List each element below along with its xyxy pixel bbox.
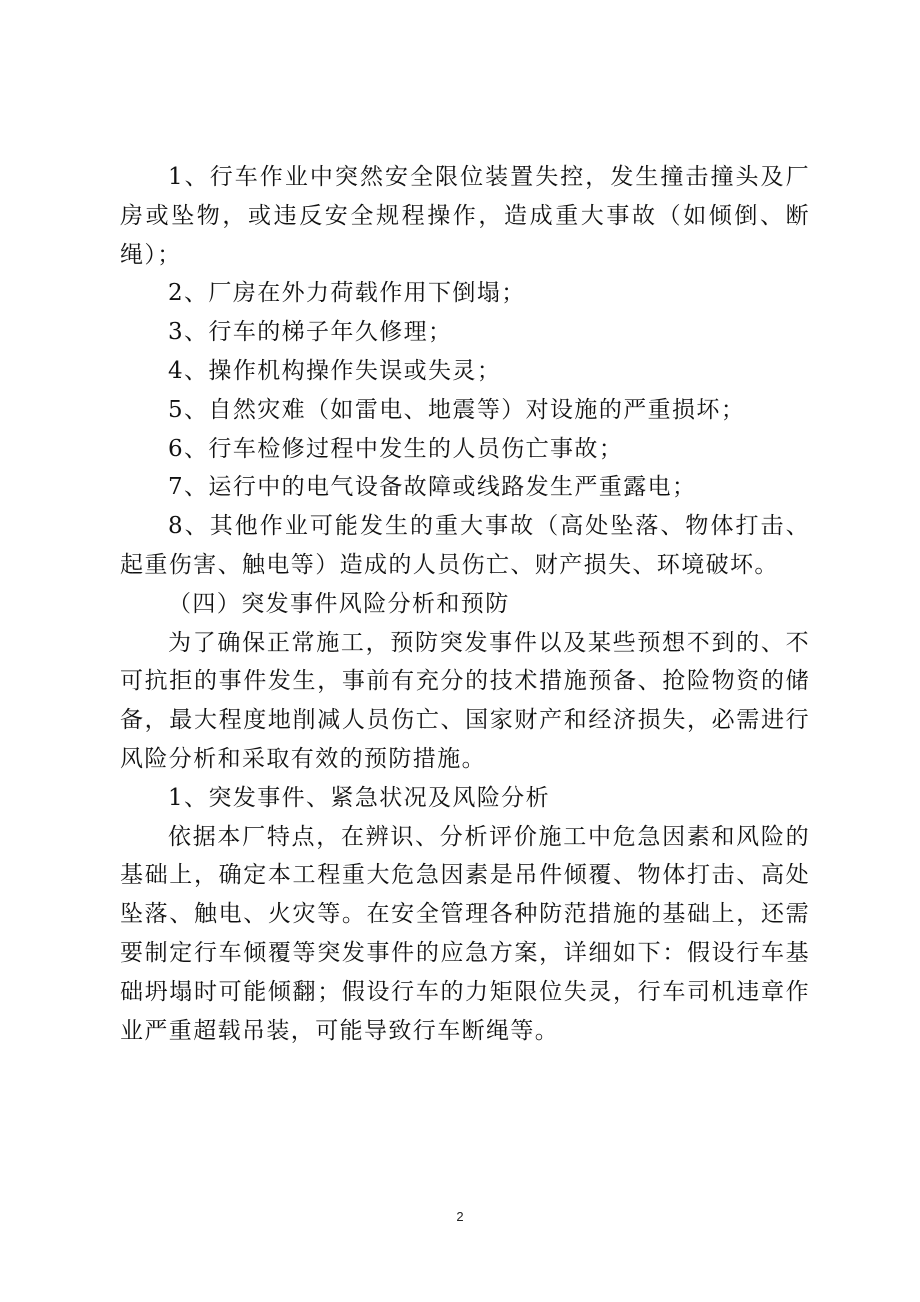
page-number: 2 — [456, 1209, 464, 1224]
paragraph-prevention-intro: 为了确保正常施工，预防突发事件以及某些预想不到的、不可抗拒的事件发生，事前有充分的技术措施预备、抢险物资的储备，最大程度地削减人员伤亡、国家财产和经济损失，必需进行风险分析和采取有效的预防措施。 — [120, 629, 810, 772]
paragraph-risk-details: 依据本厂特点，在辨识、分析评价施工中危急因素和风险的基础上，确定本工程重大危急因素是吊件倾覆、物体打击、高处坠落、触电、火灾等。在安全管理各种防范措施的基础上，还需要制定行车倾覆等突发事件的应急方案，详细如下：假设行车基础坍塌时可能倾翻；假设行车的力矩限位失灵，行车司机违章作业严重超载吊装，可能导致行车断绳等。 — [120, 823, 810, 1044]
paragraph-hazard-6: 6、行车检修过程中发生的人员伤亡事故； — [168, 435, 624, 462]
document-body — [120, 158, 810, 1050]
section-heading-risk-analysis: （四）突发事件风险分析和预防 — [168, 590, 510, 617]
paragraph-hazard-1: 1、行车作业中突然安全限位装置失控，发生撞击撞头及厂房或坠物，或违反安全规程操作，造成重大事故（如倾倒、断绳）； — [120, 164, 810, 268]
paragraph-hazard-4: 4、操作机构操作失误或失灵； — [168, 357, 502, 384]
paragraph-hazard-7: 7、运行中的电气设备故障或线路发生严重露电； — [168, 474, 697, 501]
paragraph-hazard-5: 5、自然灾难（如雷电、地震等）对设施的严重损坏； — [168, 396, 746, 423]
paragraph-hazard-2: 2、厂房在外力荷载作用下倒塌； — [168, 280, 526, 307]
subsection-heading-emergency-analysis: 1、突发事件、紧急状况及风险分析 — [168, 784, 551, 811]
paragraph-hazard-8: 8、其他作业可能发生的重大事故（高处坠落、物体打击、起重伤害、触电等）造成的人员伤亡、财产损失、环境破坏。 — [120, 513, 810, 578]
paragraph-hazard-3: 3、行车的梯子年久修理； — [168, 319, 453, 346]
